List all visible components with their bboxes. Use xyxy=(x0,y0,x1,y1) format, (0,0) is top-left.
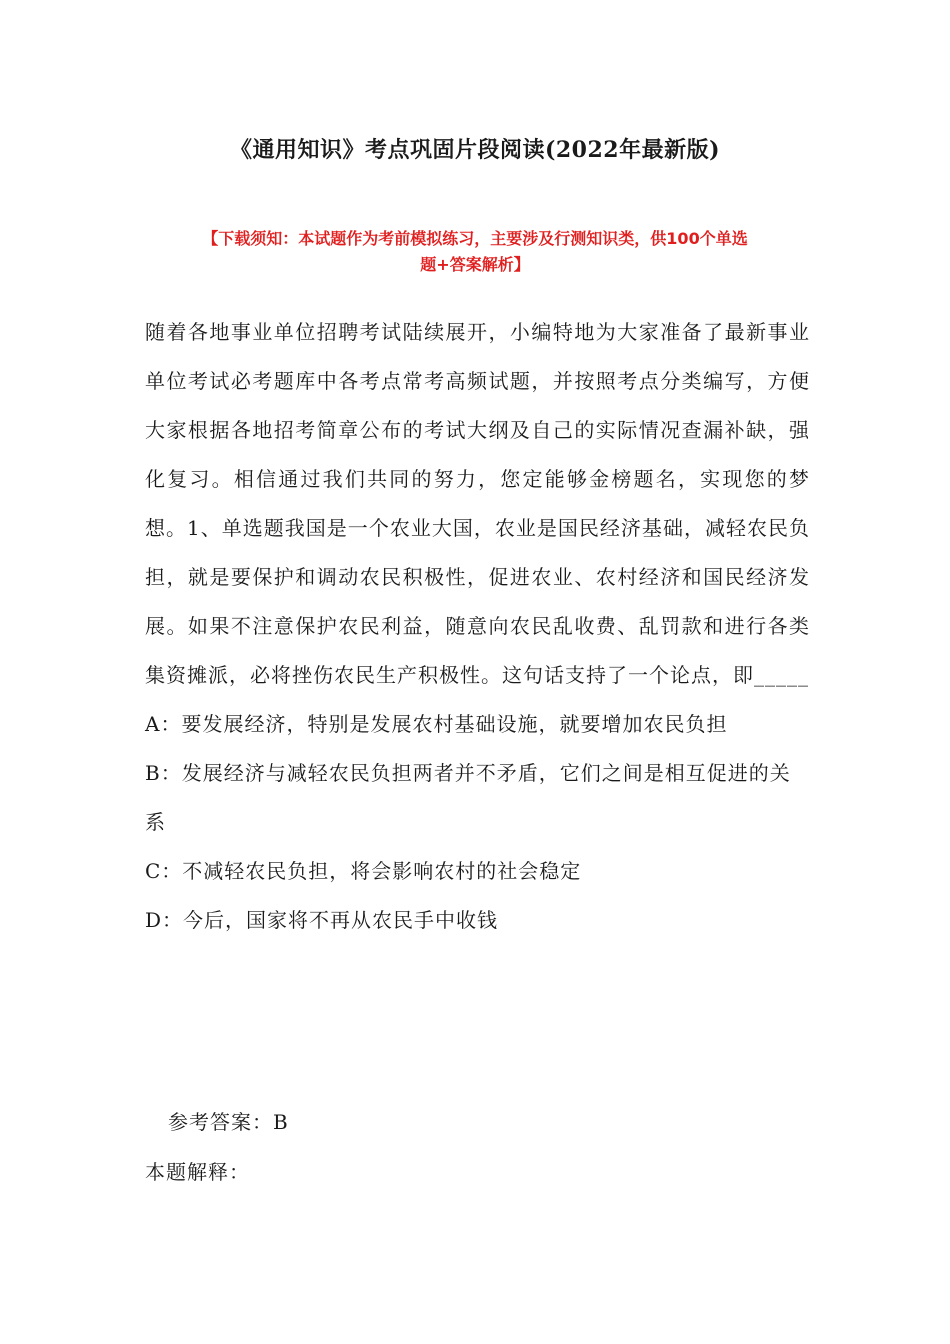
notice-line-1: 【下载须知：本试题作为考前模拟练习，主要涉及行测知识类，供100个单选 xyxy=(202,229,748,248)
question-body xyxy=(145,308,810,945)
download-notice xyxy=(130,226,820,278)
option-a: A：要发展经济，特别是发展农村基础设施，就要增加农民负担 xyxy=(145,712,728,736)
option-d: D：今后，国家将不再从农民手中收钱 xyxy=(145,908,499,932)
document-title: 《通用知识》考点巩固片段阅读(2022年最新版) xyxy=(229,137,721,163)
option-c: C：不减轻农民负担，将会影响农村的社会稳定 xyxy=(145,859,582,883)
reference-answer: 参考答案：B xyxy=(168,1110,289,1134)
question-paragraph: 随着各地事业单位招聘考试陆续展开，小编特地为大家准备了最新事业单位考试必考题库中各考点常考高频试题，并按照考点分类编写，方便大家根据各地招考简章公布的考试大纲及自己的实际情况查漏补缺，强化复习。相信通过我们共同的努力，您定能够金榜题名，实现您的梦想。1、单选题我国是一个农业大国，农业是国民经济基础，减轻农民负担，就是要保护和调动农民积极性，促进农业、农村经济和国民经济发展。如果不注意保护农民利益，随意向农民乱收费、乱罚款和进行各类集资摊派，必将挫伤农民生产积极性。这句话支持了一个论点，即_____ xyxy=(145,320,810,687)
explanation-label: 本题解释： xyxy=(145,1160,250,1184)
notice-line-2: 题+答案解析】 xyxy=(420,255,530,274)
option-b: B：发展经济与减轻农民负担两者并不矛盾，它们之间是相互促进的关系 xyxy=(145,761,791,834)
